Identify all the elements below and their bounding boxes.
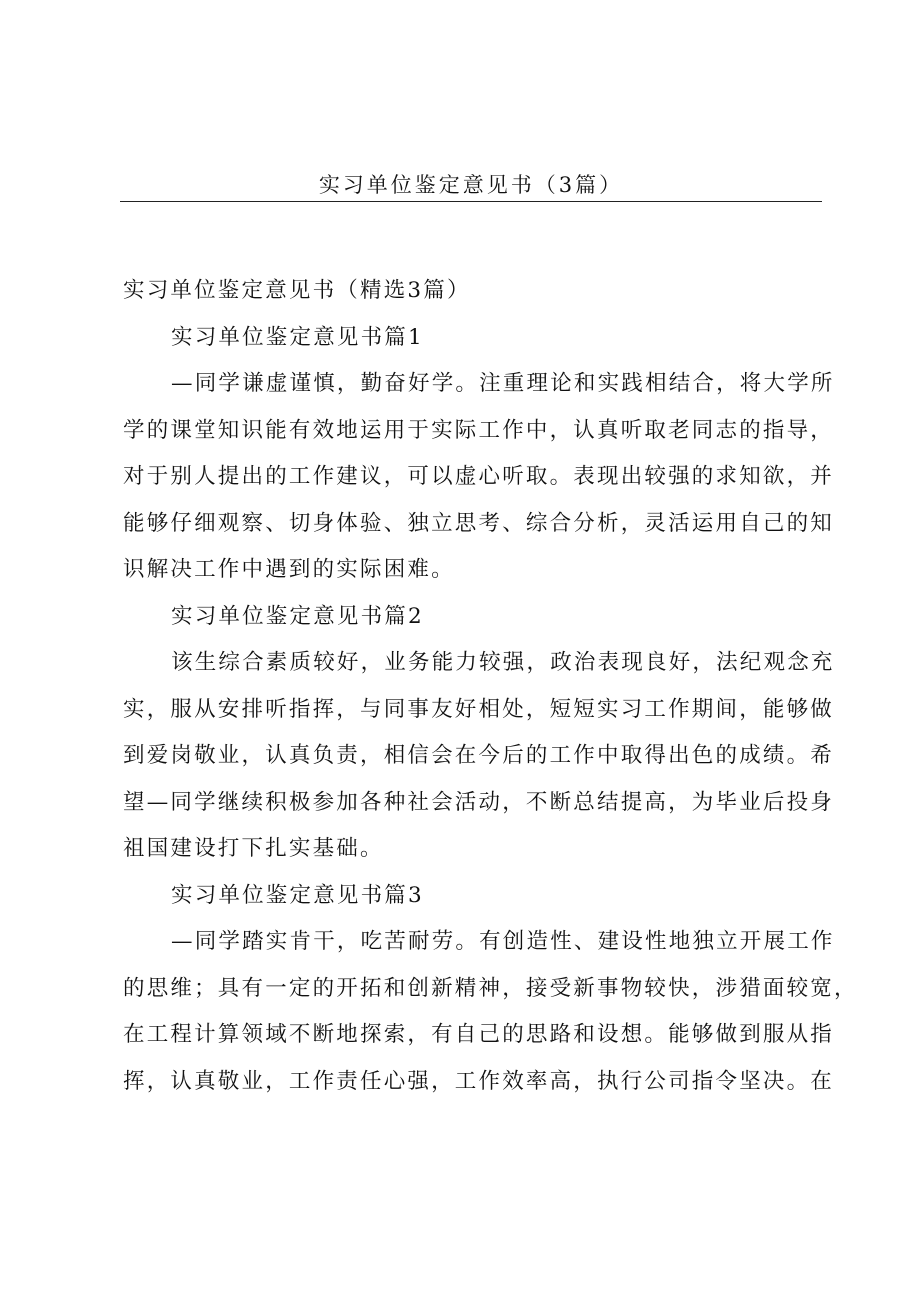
header-divider [120, 201, 822, 202]
section-3-line-3: 在工程计算领域不断地探索，有自己的思路和设想。能够做到服从指 [123, 1022, 835, 1047]
section-2-line-5: 祖国建设打下扎实基础。 [123, 836, 384, 861]
section-3-line-1: —同学踏实肯干，吃苦耐劳。有创造性、建设性地独立开展工作 [171, 929, 835, 954]
section-2-line-1: 该生综合素质较好，业务能力较强，政治表现良好，法纪观念充 [171, 650, 835, 675]
section-1-line-1: —同学谦虚谨慎，勤奋好学。注重理论和实践相结合，将大学所 [171, 371, 835, 396]
document-body [123, 271, 858, 1108]
section-1-line-4: 能够仔细观察、切身体验、独立思考、综合分析，灵活运用自己的知 [123, 510, 835, 536]
section-3-heading: 实习单位鉴定意见书篇3 [171, 882, 424, 908]
document-title: 实习单位鉴定意见书（精选3篇） [123, 278, 471, 303]
page-header-title: 实习单位鉴定意见书（3篇） [318, 173, 624, 197]
section-2-heading: 实习单位鉴定意见书篇2 [171, 603, 424, 629]
section-1-line-5: 识解决工作中遇到的实际困难。 [123, 557, 455, 582]
section-2-line-4: 望—同学继续积极参加各种社会活动，不断总结提高，为毕业后投身 [123, 789, 835, 815]
section-1-line-3: 对于别人提出的工作建议，可以虚心听取。表现出较强的求知欲，并 [123, 464, 835, 489]
section-3-line-2: 的思维；具有一定的开拓和创新精神，接受新事物较快，涉猎面较宽， [123, 975, 858, 1001]
section-1-heading: 实习单位鉴定意见书篇1 [171, 324, 424, 350]
section-3-line-4: 挥，认真敬业，工作责任心强，工作效率高，执行公司指令坚决。在 [123, 1068, 835, 1094]
section-1-line-2: 学的课堂知识能有效地运用于实际工作中，认真听取老同志的指导， [123, 417, 835, 443]
section-2-line-3: 到爱岗敬业，认真负责，相信会在今后的工作中取得出色的成绩。希 [123, 743, 835, 768]
section-2-line-2: 实，服从安排听指挥，与同事友好相处，短短实习工作期间，能够做 [123, 696, 835, 722]
